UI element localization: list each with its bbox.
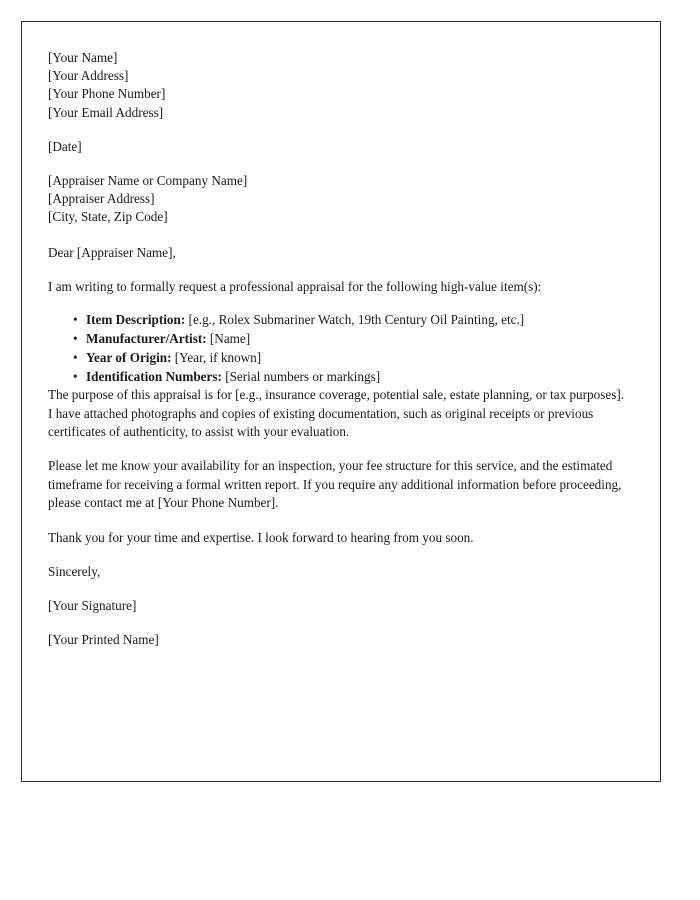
recipient-address-line: [Appraiser Address] <box>48 191 155 207</box>
identification-numbers-label: Identification Numbers: <box>86 369 222 385</box>
list-item <box>73 310 628 329</box>
sender-address-block <box>48 49 628 122</box>
purpose-paragraph: The purpose of this appraisal is for [e.g., insurance coverage, potential sale, estate planning, or tax purposes]. I have attached photographs and copies of existing documentation, such as original receipts or previous certificates of authenticity, to assist with your evaluation. <box>48 387 625 440</box>
salutation-block <box>48 244 628 262</box>
sender-phone-line: [Your Phone Number] <box>48 86 166 102</box>
year-of-origin-label: Year of Origin: <box>86 350 172 366</box>
date-line: [Date] <box>48 138 82 154</box>
list-item <box>73 348 628 367</box>
intro-paragraph: I am writing to formally request a professional appraisal for the following high-value item(s): <box>48 278 542 294</box>
letter-content <box>48 49 628 650</box>
list-item <box>73 367 628 386</box>
closing-block <box>48 563 628 581</box>
thanks-paragraph-block <box>48 529 628 547</box>
intro-paragraph-block <box>48 278 628 296</box>
manufacturer-artist-label: Manufacturer/Artist: <box>86 331 207 347</box>
bullet-icon: • <box>73 312 78 328</box>
printed-name-block <box>48 631 628 649</box>
item-description-label: Item Description: <box>86 312 186 328</box>
bullet-icon: • <box>73 331 78 347</box>
bullet-icon: • <box>73 350 78 366</box>
signature-placeholder-line: [Your Signature] <box>48 598 137 614</box>
item-details-list <box>48 310 628 386</box>
list-item <box>73 329 628 348</box>
printed-name-placeholder-line: [Your Printed Name] <box>48 632 159 648</box>
sender-address-line: [Your Address] <box>48 68 129 84</box>
recipient-address-block <box>48 172 628 227</box>
salutation-line: Dear [Appraiser Name], <box>48 244 176 260</box>
identification-numbers-value: [Serial numbers or markings] <box>225 369 381 385</box>
recipient-city-state-zip-line: [City, State, Zip Code] <box>48 209 168 225</box>
year-of-origin-value: [Year, if known] <box>174 350 262 366</box>
letter-border-frame <box>21 21 661 782</box>
closing-line: Sincerely, <box>48 564 101 580</box>
date-block <box>48 138 628 156</box>
signature-block <box>48 597 628 615</box>
sender-name-line: [Your Name] <box>48 50 118 65</box>
purpose-paragraph-block <box>48 386 628 441</box>
manufacturer-artist-value: [Name] <box>209 331 251 347</box>
thanks-paragraph: Thank you for your time and expertise. I look forward to hearing from you soon. <box>48 529 474 545</box>
bullet-icon: • <box>73 369 78 385</box>
recipient-name-line: [Appraiser Name or Company Name] <box>48 173 248 189</box>
availability-paragraph-block <box>48 457 628 512</box>
sender-email-line: [Your Email Address] <box>48 104 164 120</box>
item-description-value: [e.g., Rolex Submariner Watch, 19th Century Oil Painting, etc.] <box>188 312 525 328</box>
availability-paragraph: Please let me know your availability for an inspection, your fee structure for this service, and the estimated timeframe for receiving a formal written report. If you require any additional information before proceeding, please contact me at [Your Phone Number]. <box>48 458 622 511</box>
